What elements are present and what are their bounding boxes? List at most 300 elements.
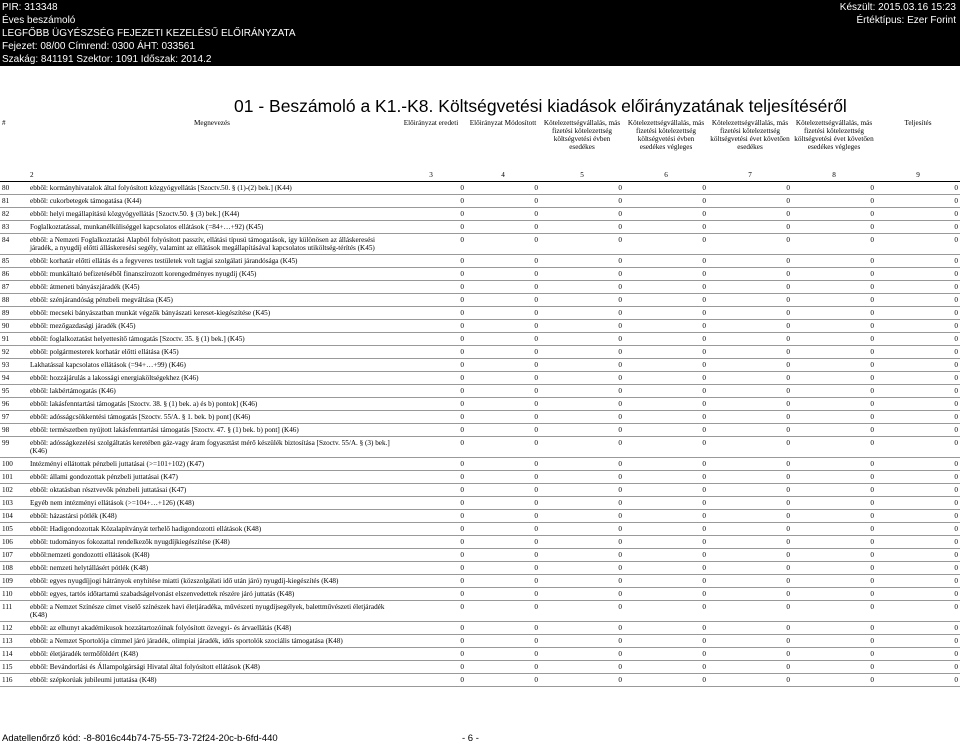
- row-value: 0: [624, 424, 708, 437]
- row-value: 0: [466, 471, 540, 484]
- column-header: Teljesítés: [904, 119, 932, 127]
- row-value: 0: [396, 601, 466, 622]
- row-value: 0: [792, 234, 876, 255]
- row-value: 0: [624, 307, 708, 320]
- row-value: 0: [624, 195, 708, 208]
- row-value: 0: [708, 497, 792, 510]
- column-number: 8: [792, 171, 876, 182]
- row-name: ebből: egyes nyugdíjjogi hátrányok enyhítése miatti (közszolgálati idő után járó) nyugdíj-kiegészítés (K48): [28, 575, 396, 588]
- row-value: 0: [396, 294, 466, 307]
- row-value: 0: [624, 333, 708, 346]
- row-value: 0: [540, 588, 624, 601]
- row-value: 0: [792, 398, 876, 411]
- row-value: 0: [396, 648, 466, 661]
- row-number: 90: [0, 320, 28, 333]
- row-name: ebből: átmeneti bányászjáradék (K45): [28, 281, 396, 294]
- header-right: [840, 1, 956, 27]
- row-number: 96: [0, 398, 28, 411]
- row-value: 0: [876, 424, 960, 437]
- row-value: 0: [540, 601, 624, 622]
- row-number: 101: [0, 471, 28, 484]
- row-name: ebből: foglalkoztatást helyettesítő támogatás [Szoctv. 35. § (1) bek.] (K45): [28, 333, 396, 346]
- row-value: 0: [792, 268, 876, 281]
- row-number: 93: [0, 359, 28, 372]
- row-value: 0: [540, 411, 624, 424]
- row-value: 0: [466, 398, 540, 411]
- row-value: 0: [540, 255, 624, 268]
- row-value: 0: [540, 437, 624, 458]
- row-value: 0: [708, 523, 792, 536]
- row-value: 0: [624, 221, 708, 234]
- row-number: 105: [0, 523, 28, 536]
- row-value: 0: [624, 523, 708, 536]
- row-value: 0: [624, 346, 708, 359]
- row-number: 116: [0, 674, 28, 687]
- row-value: 0: [540, 320, 624, 333]
- table-row: [0, 255, 960, 268]
- row-value: 0: [540, 294, 624, 307]
- header-left-line: Szakág: 841191 Szektor: 1091 Időszak: 2014.2: [2, 54, 212, 65]
- table-row: [0, 398, 960, 411]
- row-number: 108: [0, 562, 28, 575]
- row-value: 0: [708, 674, 792, 687]
- row-value: 0: [540, 622, 624, 635]
- row-value: 0: [396, 471, 466, 484]
- check-code: Adatellenőrző kód: -8-8016c44b74-75-55-73-72f24-20c-b-6fd-440: [2, 733, 278, 744]
- row-number: 85: [0, 255, 28, 268]
- row-value: 0: [876, 281, 960, 294]
- row-value: 0: [540, 221, 624, 234]
- row-name: Lakhatással kapcsolatos ellátások (=94+…+99) (K46): [28, 359, 396, 372]
- row-value: 0: [708, 307, 792, 320]
- row-value: 0: [540, 549, 624, 562]
- row-value: 0: [876, 208, 960, 221]
- row-value: 0: [708, 484, 792, 497]
- row-value: 0: [540, 333, 624, 346]
- column-number-row: [0, 171, 960, 182]
- row-value: 0: [792, 182, 876, 195]
- row-value: 0: [540, 268, 624, 281]
- row-value: 0: [624, 562, 708, 575]
- row-value: 0: [624, 320, 708, 333]
- table-row: [0, 458, 960, 471]
- column-header: Előirányzat Módosított: [469, 119, 537, 127]
- row-name: ebből: korhatár előtti ellátás és a fegyveres testületek volt tagjai szolgálati járandósága (K45): [28, 255, 396, 268]
- row-value: 0: [624, 411, 708, 424]
- row-value: 0: [466, 635, 540, 648]
- row-value: 0: [540, 635, 624, 648]
- row-name: ebből: Bevándorlási és Állampolgársági Hivatal által folyósított ellátások (K48): [28, 661, 396, 674]
- row-name: ebből: életjáradék termőföldért (K48): [28, 648, 396, 661]
- row-value: 0: [396, 424, 466, 437]
- row-value: 0: [876, 622, 960, 635]
- row-value: 0: [792, 497, 876, 510]
- row-value: 0: [396, 588, 466, 601]
- row-value: 0: [792, 562, 876, 575]
- row-value: 0: [876, 182, 960, 195]
- table-row: [0, 208, 960, 221]
- row-value: 0: [396, 346, 466, 359]
- row-value: 0: [624, 359, 708, 372]
- row-value: 0: [708, 458, 792, 471]
- row-value: 0: [792, 307, 876, 320]
- row-value: 0: [466, 320, 540, 333]
- row-number: 83: [0, 221, 28, 234]
- row-value: 0: [792, 255, 876, 268]
- row-value: 0: [396, 372, 466, 385]
- row-value: 0: [466, 674, 540, 687]
- table-row: [0, 471, 960, 484]
- row-value: 0: [876, 575, 960, 588]
- row-value: 0: [396, 182, 466, 195]
- row-value: 0: [396, 208, 466, 221]
- row-value: 0: [540, 372, 624, 385]
- row-value: 0: [876, 588, 960, 601]
- row-name: ebből:nemzeti gondozotti ellátások (K48): [28, 549, 396, 562]
- row-value: 0: [708, 601, 792, 622]
- row-value: 0: [396, 221, 466, 234]
- row-name: ebből: állami gondozottak pénzbeli juttatásai (K47): [28, 471, 396, 484]
- row-name: ebből: az elhunyt akadémikusok hozzátartozóinak folyósított özvegyi- és árvaellátás (K48): [28, 622, 396, 635]
- header-left-line: Fejezet: 08/00 Címrend: 0300 ÁHT: 033561: [2, 41, 195, 52]
- row-value: 0: [624, 635, 708, 648]
- table-row: [0, 411, 960, 424]
- row-value: 0: [466, 182, 540, 195]
- row-value: 0: [396, 523, 466, 536]
- row-name: ebből: adósságkezelési szolgáltatás keretében gáz-vagy áram fogyasztást mérő készülék biztosítása [Szoctv. 55/A. § (3) bek.] (K46): [28, 437, 396, 458]
- row-value: 0: [396, 281, 466, 294]
- row-value: 0: [466, 510, 540, 523]
- row-value: 0: [466, 208, 540, 221]
- row-number: 88: [0, 294, 28, 307]
- table-row: [0, 674, 960, 687]
- row-value: 0: [876, 549, 960, 562]
- row-value: 0: [540, 471, 624, 484]
- row-value: 0: [876, 333, 960, 346]
- table-row: [0, 510, 960, 523]
- row-value: 0: [396, 536, 466, 549]
- row-value: 0: [708, 320, 792, 333]
- row-name: ebből: mezőgazdasági járadék (K45): [28, 320, 396, 333]
- table-row: [0, 385, 960, 398]
- row-value: 0: [792, 635, 876, 648]
- row-value: 0: [396, 268, 466, 281]
- row-value: 0: [876, 458, 960, 471]
- row-value: 0: [792, 484, 876, 497]
- row-value: 0: [466, 294, 540, 307]
- row-name: ebből: Hadigondozottak Közalapítványát terhelő hadigondozotti ellátások (K48): [28, 523, 396, 536]
- row-value: 0: [876, 294, 960, 307]
- row-number: 103: [0, 497, 28, 510]
- row-value: 0: [396, 234, 466, 255]
- row-number: 80: [0, 182, 28, 195]
- column-number: 4: [466, 171, 540, 182]
- row-value: 0: [708, 549, 792, 562]
- table-row: [0, 294, 960, 307]
- row-value: 0: [792, 523, 876, 536]
- row-value: 0: [624, 268, 708, 281]
- row-value: 0: [708, 333, 792, 346]
- row-value: 0: [466, 562, 540, 575]
- table-row: [0, 661, 960, 674]
- row-value: 0: [708, 255, 792, 268]
- row-value: 0: [876, 635, 960, 648]
- row-value: 0: [708, 471, 792, 484]
- row-value: 0: [624, 458, 708, 471]
- row-value: 0: [792, 411, 876, 424]
- row-number: 106: [0, 536, 28, 549]
- row-name: ebből: természetben nyújtott lakásfenntartási támogatás [Szoctv. 47. § (1) bek. b) pont] (K46): [28, 424, 396, 437]
- row-value: 0: [708, 588, 792, 601]
- table-row: [0, 536, 960, 549]
- row-value: 0: [708, 221, 792, 234]
- row-value: 0: [624, 182, 708, 195]
- column-header: Előirányzat eredeti: [403, 119, 459, 127]
- row-value: 0: [876, 661, 960, 674]
- row-value: 0: [540, 195, 624, 208]
- row-value: 0: [792, 622, 876, 635]
- row-value: 0: [624, 588, 708, 601]
- row-number: 99: [0, 437, 28, 458]
- row-value: 0: [540, 458, 624, 471]
- row-value: 0: [708, 536, 792, 549]
- row-value: 0: [396, 255, 466, 268]
- row-value: 0: [708, 510, 792, 523]
- row-value: 0: [708, 346, 792, 359]
- row-value: 0: [540, 523, 624, 536]
- row-value: 0: [876, 234, 960, 255]
- row-value: 0: [466, 622, 540, 635]
- row-value: 0: [540, 398, 624, 411]
- page-number: - 6 -: [462, 733, 479, 744]
- row-value: 0: [466, 661, 540, 674]
- table-row: [0, 588, 960, 601]
- row-value: 0: [540, 575, 624, 588]
- row-value: 0: [624, 510, 708, 523]
- row-value: 0: [792, 458, 876, 471]
- row-value: 0: [396, 497, 466, 510]
- row-value: 0: [396, 575, 466, 588]
- row-number: 110: [0, 588, 28, 601]
- table-row: [0, 484, 960, 497]
- row-value: 0: [396, 510, 466, 523]
- table-row: [0, 195, 960, 208]
- row-value: 0: [396, 549, 466, 562]
- row-value: 0: [466, 255, 540, 268]
- row-value: 0: [466, 575, 540, 588]
- row-value: 0: [396, 320, 466, 333]
- row-number: 84: [0, 234, 28, 255]
- row-value: 0: [708, 281, 792, 294]
- row-value: 0: [624, 549, 708, 562]
- row-value: 0: [792, 208, 876, 221]
- row-value: 0: [624, 471, 708, 484]
- row-value: 0: [466, 234, 540, 255]
- row-value: 0: [876, 320, 960, 333]
- row-value: 0: [624, 497, 708, 510]
- row-value: 0: [624, 234, 708, 255]
- row-number: 115: [0, 661, 28, 674]
- row-value: 0: [540, 346, 624, 359]
- row-value: 0: [876, 497, 960, 510]
- table-row: [0, 437, 960, 458]
- row-value: 0: [624, 437, 708, 458]
- row-value: 0: [876, 307, 960, 320]
- header-left-line: Éves beszámoló: [2, 15, 76, 26]
- row-value: 0: [792, 221, 876, 234]
- row-value: 0: [876, 385, 960, 398]
- row-value: 0: [624, 536, 708, 549]
- row-value: 0: [466, 523, 540, 536]
- row-number: 97: [0, 411, 28, 424]
- table-row: [0, 424, 960, 437]
- table-row: [0, 523, 960, 536]
- row-value: 0: [708, 372, 792, 385]
- row-value: 0: [624, 255, 708, 268]
- row-value: 0: [624, 208, 708, 221]
- row-value: 0: [708, 648, 792, 661]
- row-value: 0: [396, 622, 466, 635]
- row-value: 0: [466, 195, 540, 208]
- row-name: Intézményi ellátottak pénzbeli juttatásai (>=101+102) (K47): [28, 458, 396, 471]
- row-value: 0: [876, 268, 960, 281]
- row-name: ebből: házastársi pótlék (K48): [28, 510, 396, 523]
- row-value: 0: [708, 411, 792, 424]
- row-value: 0: [466, 458, 540, 471]
- row-value: 0: [396, 385, 466, 398]
- row-name: ebből: a Nemzet Színésze címet viselő színészek havi életjáradéka, művészeti nyugdíjsegélyek, balettművészeti életjáradék (K48): [28, 601, 396, 622]
- row-value: 0: [876, 195, 960, 208]
- row-number: 100: [0, 458, 28, 471]
- table-row: [0, 182, 960, 195]
- row-value: 0: [708, 622, 792, 635]
- column-header: Kötelezettségvállalás, más fizetési kötelezettség költségvetési évet követően esedékes: [710, 119, 790, 151]
- row-value: 0: [624, 661, 708, 674]
- table-row: [0, 562, 960, 575]
- report-title: 01 - Beszámoló a K1.-K8. Költségvetési kiadások előirányzatának teljesítéséről: [234, 96, 847, 116]
- row-name: Foglalkoztatással, munkanélküliséggel kapcsolatos ellátások (=84+…+92) (K45): [28, 221, 396, 234]
- row-value: 0: [708, 398, 792, 411]
- row-number: 102: [0, 484, 28, 497]
- row-value: 0: [792, 385, 876, 398]
- row-value: 0: [540, 424, 624, 437]
- row-name: ebből: a Nemzet Sportolója címmel járó járadék, olimpiai járadék, idős sportolók szociális támogatása (K48): [28, 635, 396, 648]
- row-value: 0: [876, 346, 960, 359]
- row-value: 0: [876, 471, 960, 484]
- row-value: 0: [708, 208, 792, 221]
- table-row: [0, 635, 960, 648]
- row-value: 0: [466, 588, 540, 601]
- row-value: 0: [876, 601, 960, 622]
- row-value: 0: [540, 208, 624, 221]
- row-value: 0: [540, 234, 624, 255]
- column-number: 7: [708, 171, 792, 182]
- column-number: 6: [624, 171, 708, 182]
- row-value: 0: [396, 195, 466, 208]
- row-value: 0: [876, 523, 960, 536]
- row-value: 0: [624, 398, 708, 411]
- table-row: [0, 221, 960, 234]
- report-header: [0, 0, 960, 66]
- row-value: 0: [792, 359, 876, 372]
- row-value: 0: [396, 333, 466, 346]
- row-value: 0: [540, 674, 624, 687]
- row-value: 0: [624, 281, 708, 294]
- row-value: 0: [540, 661, 624, 674]
- row-value: 0: [792, 549, 876, 562]
- row-value: 0: [792, 424, 876, 437]
- row-value: 0: [466, 497, 540, 510]
- row-value: 0: [708, 424, 792, 437]
- table-row: [0, 333, 960, 346]
- row-value: 0: [396, 674, 466, 687]
- row-value: 0: [792, 372, 876, 385]
- row-value: 0: [708, 661, 792, 674]
- row-value: 0: [466, 221, 540, 234]
- row-value: 0: [792, 437, 876, 458]
- row-number: 89: [0, 307, 28, 320]
- row-value: 0: [396, 359, 466, 372]
- row-number: 92: [0, 346, 28, 359]
- row-value: 0: [466, 536, 540, 549]
- row-number: 98: [0, 424, 28, 437]
- row-value: 0: [624, 622, 708, 635]
- row-value: 0: [540, 359, 624, 372]
- row-number: 109: [0, 575, 28, 588]
- row-value: 0: [792, 333, 876, 346]
- table-row: [0, 268, 960, 281]
- row-value: 0: [624, 674, 708, 687]
- row-value: 0: [540, 385, 624, 398]
- row-value: 0: [876, 510, 960, 523]
- row-value: 0: [792, 575, 876, 588]
- row-value: 0: [466, 268, 540, 281]
- row-value: 0: [466, 359, 540, 372]
- row-value: 0: [708, 359, 792, 372]
- row-value: 0: [540, 536, 624, 549]
- table-row: [0, 549, 960, 562]
- row-value: 0: [466, 484, 540, 497]
- table-row: [0, 320, 960, 333]
- column-header: Kötelezettségvállalás, más fizetési kötelezettség költségvetési évben esedékes végleges: [627, 119, 705, 151]
- row-value: 0: [876, 255, 960, 268]
- row-name: ebből: egyes, tartós időtartamú szabadságelvonást elszenvedettek részére járó juttatás (K48): [28, 588, 396, 601]
- row-name: ebből: lakásfenntartási támogatás [Szoctv. 38. § (1) bek. a) és b) pontok] (K46): [28, 398, 396, 411]
- row-value: 0: [792, 471, 876, 484]
- table-row: [0, 307, 960, 320]
- row-value: 0: [708, 385, 792, 398]
- row-value: 0: [708, 635, 792, 648]
- row-name: ebből: adósságcsökkentési támogatás [Szoctv. 55/A. § 1. bek. b) pont] (K46): [28, 411, 396, 424]
- column-number: 3: [396, 171, 466, 182]
- row-value: 0: [540, 307, 624, 320]
- row-value: 0: [624, 575, 708, 588]
- column-number-cell: [0, 171, 28, 182]
- row-value: 0: [466, 333, 540, 346]
- row-value: 0: [624, 294, 708, 307]
- row-value: 0: [708, 294, 792, 307]
- table-row: [0, 601, 960, 622]
- row-number: 107: [0, 549, 28, 562]
- row-value: 0: [540, 497, 624, 510]
- row-value: 0: [466, 648, 540, 661]
- row-value: 0: [540, 484, 624, 497]
- row-number: 111: [0, 601, 28, 622]
- row-value: 0: [396, 411, 466, 424]
- column-header-row: [0, 116, 960, 171]
- row-value: 0: [396, 484, 466, 497]
- row-value: 0: [396, 661, 466, 674]
